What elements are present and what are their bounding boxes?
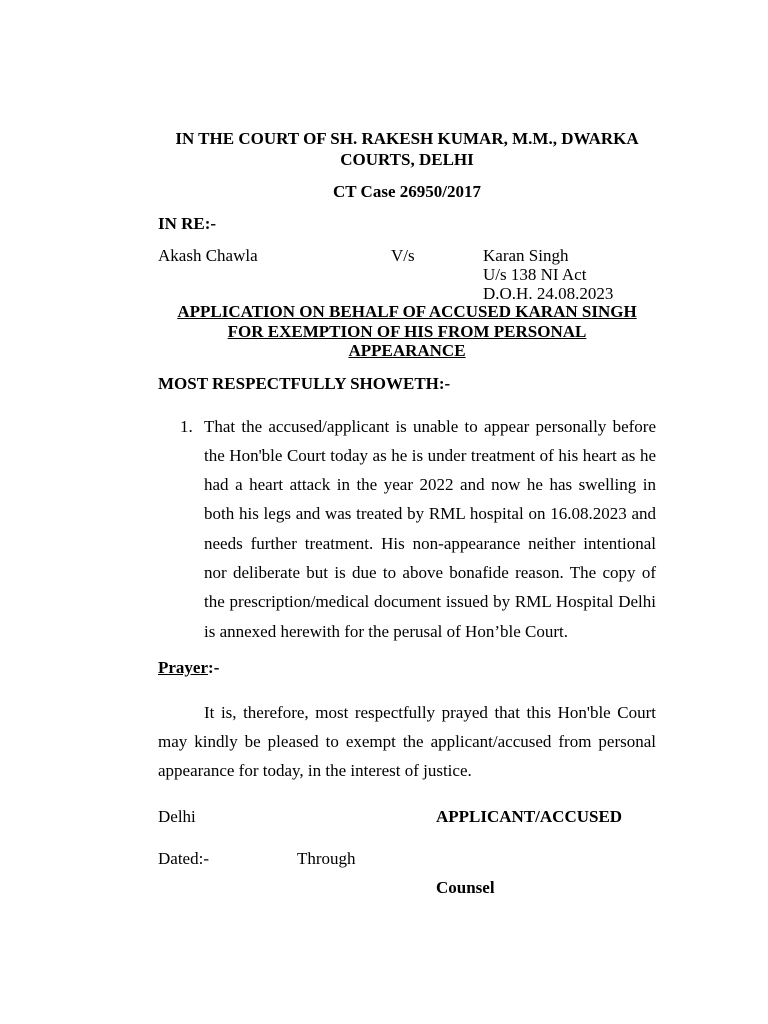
prayer-heading-suffix: :-	[208, 657, 220, 677]
section-label: U/s 138 NI Act	[483, 265, 587, 284]
prayer-heading	[158, 657, 656, 679]
court-title-line1: IN THE COURT OF SH. RAKESH KUMAR, M.M., DWARKA	[175, 129, 639, 148]
footer-counsel-row	[158, 877, 656, 899]
prayer-text: It is, therefore, most respectfully prayed that this Hon'ble Court may kindly be pleased to exempt the applicant/accused from personal appearance for today, in the interest of justice.	[158, 702, 656, 781]
paragraph-number: 1.	[180, 416, 193, 436]
application-title-line3: APPEARANCE	[348, 341, 466, 360]
paragraph-item	[158, 412, 656, 646]
case-number: CT Case 26950/2017	[333, 182, 481, 201]
footer-place-row	[158, 806, 656, 828]
through-label: Through	[297, 848, 356, 868]
application-title	[158, 302, 656, 361]
showeth-heading: MOST RESPECTFULLY SHOWETH:-	[158, 373, 451, 393]
paragraph-text: That the accused/applicant is unable to appear personally before the Hon'ble Court today as he is under treatment of his heart as he had a heart attack in the year 2022 and now he has swelling in both his legs and was treated by RML hospital on 16.08.2023 and needs further treatment. His non-appearance neither intentional nor deliberate but is due to above bonafide reason. The copy of the prescription/medical document issued by RML Hospital Delhi is annexed herewith for the perusal of Hon’ble Court.	[204, 416, 656, 641]
dated-label: Dated:-	[158, 848, 209, 868]
prayer-heading-label: Prayer	[158, 657, 209, 677]
place-label: Delhi	[158, 806, 196, 826]
numbered-paragraphs	[158, 412, 656, 646]
application-title-line2: FOR EXEMPTION OF HIS FROM PERSONAL	[227, 321, 587, 341]
court-title-line2: COURTS, DELHI	[340, 150, 474, 169]
document-page	[158, 128, 656, 899]
versus-label: V/s	[391, 246, 415, 265]
date-of-hearing: D.O.H. 24.08.2023	[483, 284, 614, 303]
in-re-label: IN RE:-	[158, 214, 217, 233]
accused-details	[483, 246, 613, 303]
application-title-line1: APPLICATION ON BEHALF OF ACCUSED KARAN SINGH	[177, 302, 637, 321]
court-heading	[158, 128, 656, 170]
accused-name: Karan Singh	[483, 246, 569, 265]
complainant-name: Akash Chawla	[158, 246, 258, 265]
footer-dated-row	[158, 848, 656, 870]
counsel-label: Counsel	[436, 877, 495, 897]
parties-block	[158, 246, 656, 302]
applicant-label: APPLICANT/ACCUSED	[436, 806, 623, 826]
